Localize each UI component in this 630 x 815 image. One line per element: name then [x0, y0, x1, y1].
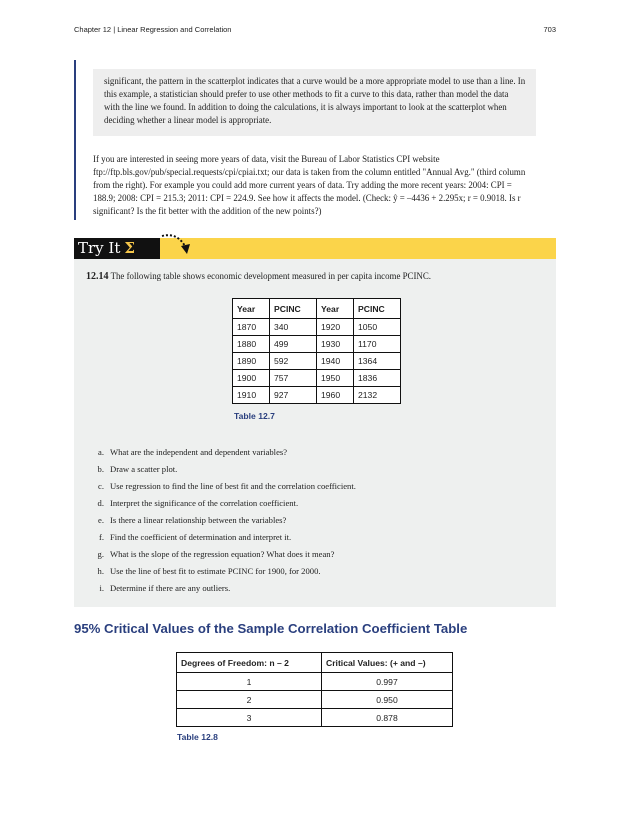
- table-cell: 1: [177, 673, 322, 691]
- section-heading: 95% Critical Values of the Sample Correlation Coefficient Table: [74, 621, 468, 636]
- list-item: [84, 582, 356, 599]
- table-cell: 1364: [354, 353, 401, 370]
- note-box: [93, 69, 536, 136]
- question-text: Determine if there are any outliers.: [110, 583, 231, 593]
- table-cell: 1170: [354, 336, 401, 353]
- table-row: [233, 319, 401, 336]
- question-text: Is there a linear relationship between the variables?: [110, 515, 287, 525]
- table-cell: 2132: [354, 387, 401, 404]
- question-letter: c.: [98, 481, 104, 491]
- col-header: Year: [317, 299, 354, 319]
- question-letter: i.: [99, 583, 104, 593]
- table-cell: 0.950: [322, 691, 453, 709]
- question-letter: f.: [98, 532, 104, 542]
- try-it-title: Try It: [78, 239, 121, 257]
- list-item: [84, 446, 356, 463]
- page-number: 703: [543, 25, 556, 34]
- col-header: Year: [233, 299, 270, 319]
- problem-text: The following table shows economic development measured in per capita income PCINC.: [110, 271, 431, 281]
- question-letter: d.: [97, 498, 104, 508]
- running-header: Chapter 12 | Linear Regression and Correlation: [74, 25, 232, 34]
- table-cell: 1890: [233, 353, 270, 370]
- table-cell: 340: [270, 319, 317, 336]
- problem-intro: [86, 271, 431, 282]
- table-row: [233, 353, 401, 370]
- table-cell: 3: [177, 709, 322, 727]
- table-cell: 1960: [317, 387, 354, 404]
- question-text: Interpret the significance of the correlation coefficient.: [110, 498, 299, 508]
- table-cell: 1910: [233, 387, 270, 404]
- list-item: [84, 480, 356, 497]
- question-letter: g.: [97, 549, 104, 559]
- question-letter: b.: [97, 464, 104, 474]
- table-cell: 757: [270, 370, 317, 387]
- table-cell: 1050: [354, 319, 401, 336]
- list-item: [84, 565, 356, 582]
- critical-values-table: [176, 652, 453, 727]
- table-cell: 499: [270, 336, 317, 353]
- table-caption: Table 12.7: [234, 411, 275, 421]
- table-cell: 1900: [233, 370, 270, 387]
- list-item: [84, 463, 356, 480]
- question-text: Draw a scatter plot.: [110, 464, 178, 474]
- col-header: Degrees of Freedom: n – 2: [177, 653, 322, 673]
- question-text: Use regression to find the line of best fit and the correlation coefficient.: [110, 481, 356, 491]
- table-cell: 592: [270, 353, 317, 370]
- table-caption: Table 12.8: [177, 732, 218, 742]
- table-cell: 1930: [317, 336, 354, 353]
- question-text: Find the coefficient of determination and interpret it.: [110, 532, 292, 542]
- table-header-row: [233, 299, 401, 319]
- col-header: Critical Values: (+ and –): [322, 653, 453, 673]
- list-item: [84, 548, 356, 565]
- question-text: What are the independent and dependent variables?: [110, 447, 288, 457]
- question-letter: h.: [97, 566, 104, 576]
- question-letter: e.: [98, 515, 104, 525]
- try-it-label: [74, 238, 160, 259]
- table-cell: 927: [270, 387, 317, 404]
- list-item: [84, 531, 356, 548]
- table-cell: 1880: [233, 336, 270, 353]
- list-item: [84, 514, 356, 531]
- problem-number: 12.14: [86, 271, 109, 282]
- table-cell: 0.878: [322, 709, 453, 727]
- table-row: [233, 336, 401, 353]
- table-row: [233, 387, 401, 404]
- question-list: [84, 446, 356, 599]
- sigma-icon: Σ: [124, 239, 135, 257]
- question-text: What is the slope of the regression equation? What does it mean?: [110, 549, 335, 559]
- table-row: [233, 370, 401, 387]
- note-text: significant, the pattern in the scatterplot indicates that a curve would be a more appropriate model to use than a line. In this example, a statistician should prefer to use other methods to fit a curve to this data, rather than model the data with the line we found. In addition to doing the calculations, it is always important to look at the scatterplot when deciding whether a linear model is appropriate.: [104, 76, 526, 125]
- section-left-bar: [74, 60, 76, 220]
- list-item: [84, 497, 356, 514]
- table-cell: 2: [177, 691, 322, 709]
- table-row: [177, 709, 453, 727]
- col-header: PCINC: [354, 299, 401, 319]
- table-cell: 1836: [354, 370, 401, 387]
- question-letter: a.: [98, 447, 104, 457]
- table-row: [177, 673, 453, 691]
- pcinc-table: [232, 298, 401, 404]
- col-header: PCINC: [270, 299, 317, 319]
- table-cell: 1920: [317, 319, 354, 336]
- table-cell: 0.997: [322, 673, 453, 691]
- bls-paragraph: If you are interested in seeing more years of data, visit the Bureau of Labor Statistics CPI website ftp://ftp.bls.gov/pub/special.requests/cpi/cpiai.txt; our data is taken from the column entitled "Annual Avg." (third column from the right). For example you could add more current years of data. Try adding the more recent years: 2004: CPI = 188.9; 2008: CPI = 215.3; 2011: CPI = 224.9. See how it affects the model. (Check: ŷ = –4436 + 2.295x; r = 0.9018. Is r significant? Is the fit better with the addition of the new points?): [93, 154, 526, 216]
- table-cell: 1940: [317, 353, 354, 370]
- question-text: Use the line of best fit to estimate PCINC for 1900, for 2000.: [110, 566, 321, 576]
- table-row: [177, 691, 453, 709]
- table-header-row: [177, 653, 453, 673]
- table-cell: 1950: [317, 370, 354, 387]
- dotted-arrow-icon: [160, 232, 192, 258]
- table-cell: 1870: [233, 319, 270, 336]
